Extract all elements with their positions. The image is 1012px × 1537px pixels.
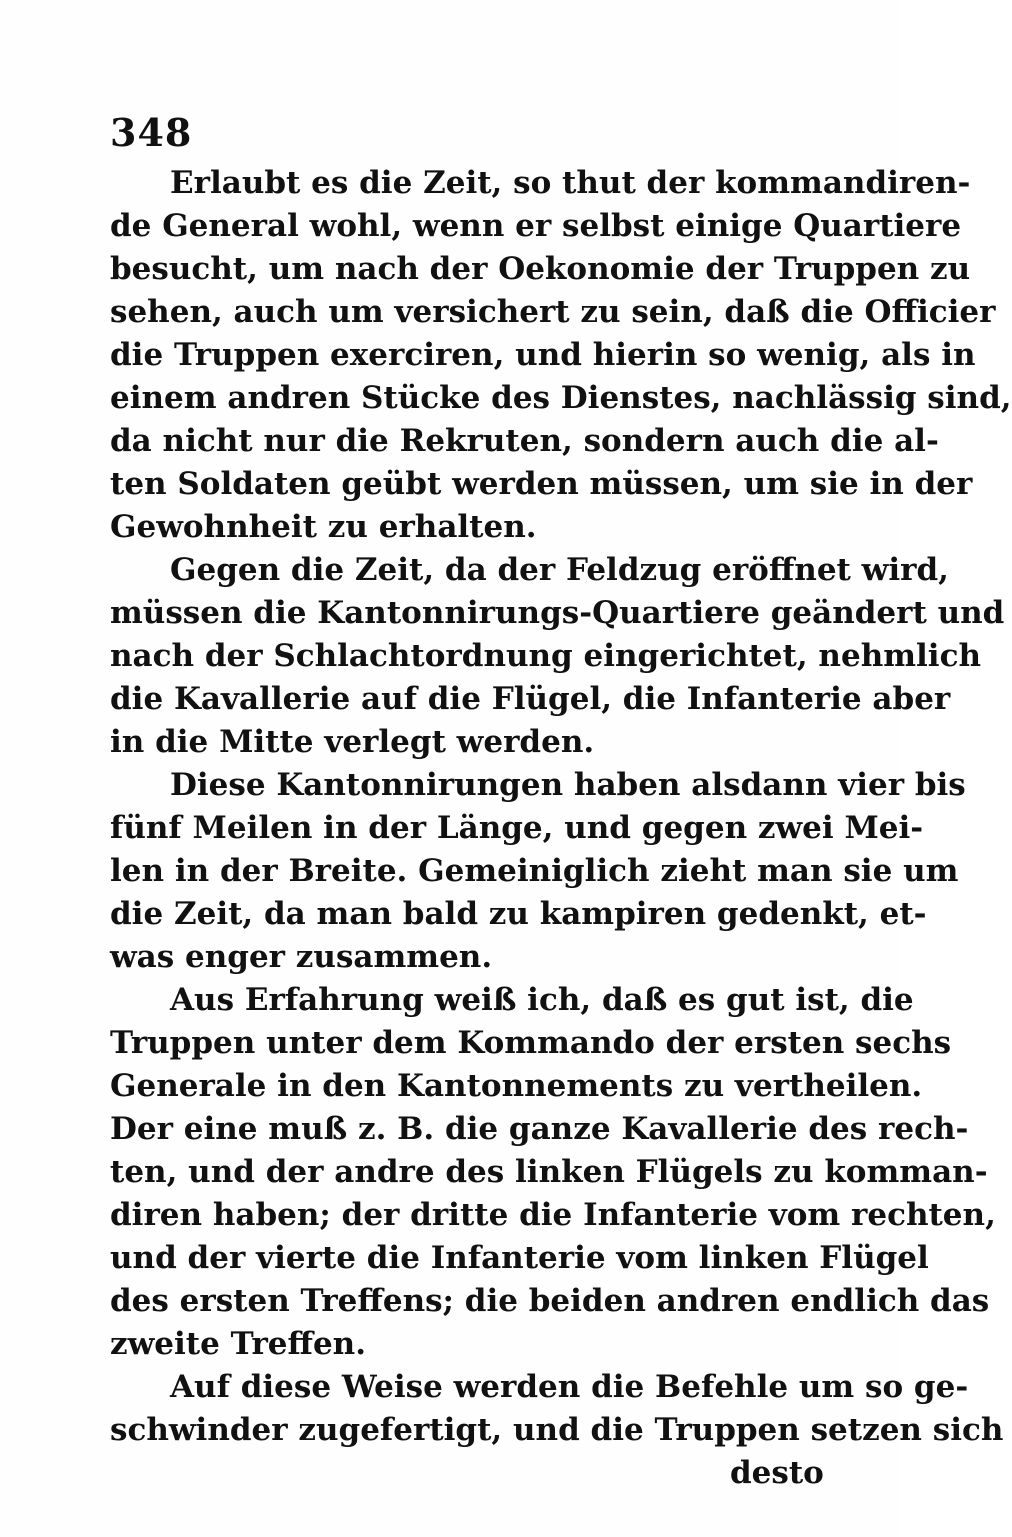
text-line-21: Truppen unter dem Kommando der ersten sechs — [110, 1025, 952, 1061]
text-line-10: Gegen die Zeit, da der Feldzug eröffnet wird, — [170, 552, 949, 588]
text-line-11: müssen die Kantonnirungs-Quartiere geändert und — [110, 595, 1005, 631]
text-line-16: fünf Meilen in der Länge, und gegen zwei Mei- — [110, 810, 924, 846]
text-line-17: len in der Breite. Gemeiniglich zieht man sie um — [110, 853, 959, 889]
text-line-5: die Truppen exerciren, und hierin so wenig, als in — [110, 337, 976, 373]
text-line-12: nach der Schlachtordnung eingerichtet, nehmlich — [110, 638, 981, 674]
text-line-13: die Kavallerie auf die Flügel, die Infanterie aber — [110, 681, 951, 717]
text-line-6: einem andren Stücke des Dienstes, nachlässig sind, — [110, 380, 1012, 416]
text-line-30: schwinder zugefertigt, und die Truppen setzen sich — [110, 1412, 1004, 1448]
text-line-1: Erlaubt es die Zeit, so thut der kommandiren- — [170, 165, 971, 201]
page-number: 348 — [110, 110, 193, 155]
text-line-4: sehen, auch um versichert zu sein, daß die Officier — [110, 294, 996, 330]
catchword: desto — [730, 1455, 824, 1491]
text-line-3: besucht, um nach der Oekonomie der Truppen zu — [110, 251, 971, 287]
text-line-7: da nicht nur die Rekruten, sondern auch die al- — [110, 423, 939, 459]
text-line-28: zweite Treffen. — [110, 1326, 366, 1362]
text-line-23: Der eine muß z. B. die ganze Kavallerie des rech- — [110, 1111, 969, 1147]
text-line-8: ten Soldaten geübt werden müssen, um sie in der — [110, 466, 973, 502]
text-line-18: die Zeit, da man bald zu kampiren gedenkt, et- — [110, 896, 927, 932]
text-line-29: Auf diese Weise werden die Befehle um so ge- — [170, 1369, 969, 1405]
text-line-9: Gewohnheit zu erhalten. — [110, 509, 537, 545]
text-line-20: Aus Erfahrung weiß ich, daß es gut ist, die — [170, 982, 914, 1018]
text-line-19: was enger zusammen. — [110, 939, 493, 975]
text-line-14: in die Mitte verlegt werden. — [110, 724, 595, 760]
text-line-26: und der vierte die Infanterie vom linken Flügel — [110, 1240, 929, 1276]
text-line-24: ten, und der andre des linken Flügels zu komman- — [110, 1154, 988, 1190]
text-line-27: des ersten Treffens; die beiden andren endlich das — [110, 1283, 990, 1319]
text-line-25: diren haben; der dritte die Infanterie vom rechten, — [110, 1197, 996, 1233]
text-line-15: Diese Kantonnirungen haben alsdann vier bis — [170, 767, 966, 803]
text-line-22: Generale in den Kantonnements zu vertheilen. — [110, 1068, 923, 1104]
text-line-2: de General wohl, wenn er selbst einige Quartiere — [110, 208, 962, 244]
